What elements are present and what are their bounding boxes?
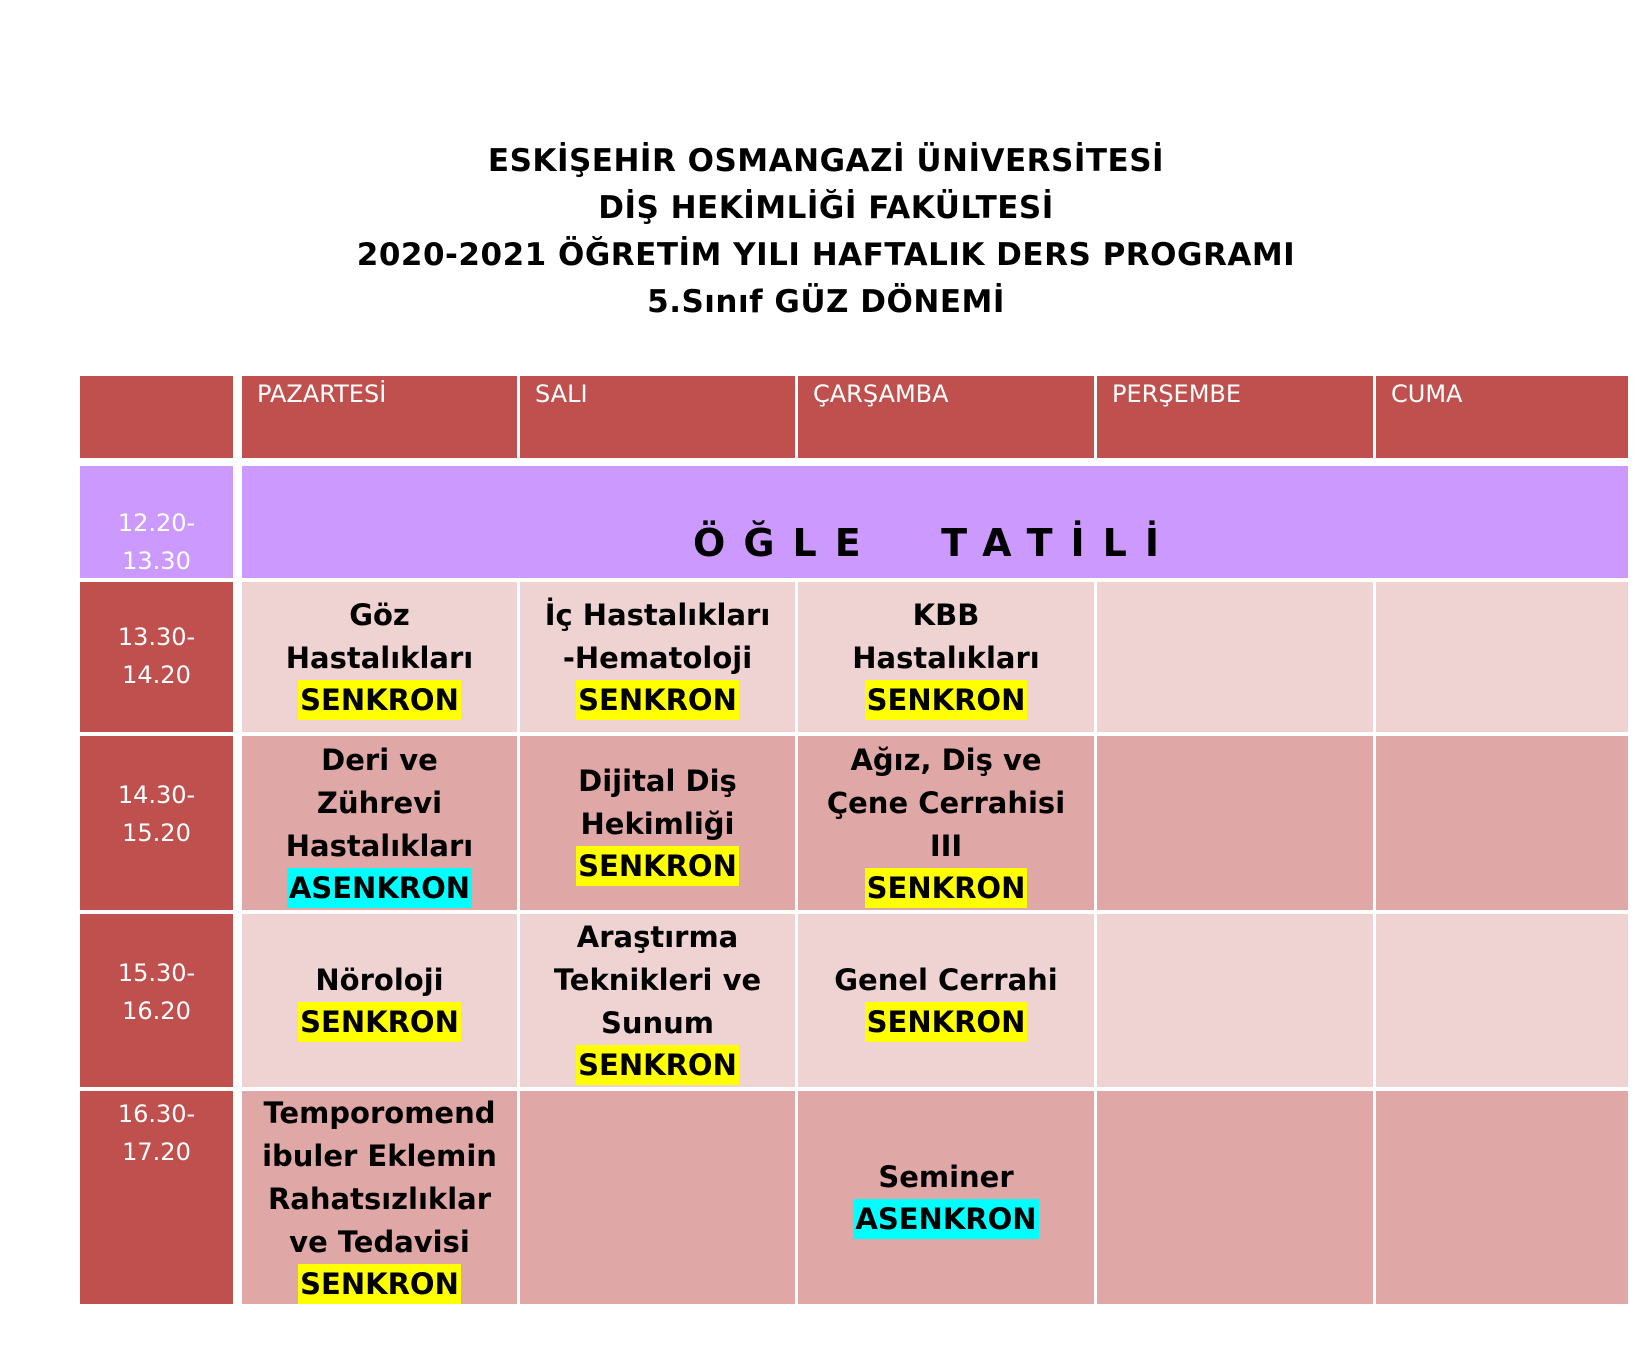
empty-cell [520,1091,795,1304]
time-line: 12.20- [117,509,196,537]
time-slot-label [80,954,233,1030]
course-name-line: Hekimliği [580,807,735,841]
synchronous-badge: SENKRON [298,1264,461,1304]
time-line: 16.30- [117,1100,196,1128]
course-name-line: İç Hastalıkları [544,598,771,632]
time-slot [80,582,233,732]
course-cell [520,736,795,910]
course-cell [798,582,1094,732]
time-slot [80,1091,233,1304]
synchronous-badge: SENKRON [576,680,739,720]
header-corner [80,376,233,458]
document-title [0,138,1652,326]
course-cell [798,914,1094,1087]
course-name-line: Sunum [600,1006,715,1040]
course-name-line: Nöroloji [315,963,444,997]
empty-cell [1097,914,1373,1087]
day-header [798,376,1094,458]
synchronous-badge: SENKRON [865,680,1028,720]
time-line: 16.20 [122,997,191,1025]
time-line: 14.30- [117,781,196,809]
course-name-line: Genel Cerrahi [834,963,1058,997]
empty-cell [1376,914,1628,1087]
asynchronous-badge: ASENKRON [853,1199,1038,1239]
course-cell [520,914,795,1087]
course-name-line: Hastalıkları [285,641,474,675]
course-cell [242,736,517,910]
synchronous-badge: SENKRON [298,1002,461,1042]
course-name-line: Hastalıkları [285,828,474,863]
synchronous-badge: SENKRON [576,1045,739,1085]
title-faculty: DİŞ HEKİMLİĞİ FAKÜLTESİ [598,190,1054,226]
course-name-line: Seminer [878,1160,1014,1194]
time-line: 17.20 [122,1138,191,1166]
day-header-label: SALI [535,380,588,408]
time-line: 13.30 [122,547,191,575]
empty-cell [1376,736,1628,910]
course-cell [520,582,795,732]
course-cell [798,1091,1094,1304]
time-line: 13.30- [117,623,196,651]
synchronous-badge: SENKRON [865,1002,1028,1042]
course-name-line: Çene Cerrahisi [826,785,1066,820]
day-header-label: PERŞEMBE [1112,380,1242,408]
time-slot [80,914,233,1087]
course-name-line: Rahatsızlıklar [267,1181,492,1216]
title-program: 2020-2021 ÖĞRETİM YILI HAFTALIK DERS PROGRAMI [356,237,1296,273]
time-slot-label [80,504,233,580]
lunch-break-label: ÖĞLE TATİLİ [693,520,1177,565]
course-name-line: ve Tedavisi [289,1224,470,1259]
synchronous-badge: SENKRON [865,868,1028,908]
course-cell [242,582,517,732]
time-line: 15.30- [117,959,196,987]
day-header [520,376,795,458]
course-name-line: III [929,828,963,863]
empty-cell [1097,1091,1373,1304]
course-name-line: Araştırma [576,920,739,954]
time-slot-label [80,776,233,852]
empty-cell [1376,1091,1628,1304]
empty-cell [1097,582,1373,732]
day-header-label: PAZARTESİ [257,380,387,408]
title-university: ESKİŞEHİR OSMANGAZİ ÜNİVERSİTESİ [487,143,1165,179]
time-slot-label [80,618,233,694]
course-name-line: Ağız, Diş ve [850,742,1042,777]
empty-cell [1376,582,1628,732]
course-cell [242,1091,517,1304]
course-name-line: -Hematoloji [562,641,753,675]
empty-cell [1097,736,1373,910]
day-header-label: CUMA [1391,380,1463,408]
title-term: 5.Sınıf GÜZ DÖNEMİ [647,284,1005,320]
time-line: 15.20 [122,819,191,847]
time-line: 14.20 [122,661,191,689]
course-name-line: Hastalıkları [852,641,1040,675]
asynchronous-badge: ASENKRON [287,868,472,908]
lunch-break-band [242,466,1628,578]
synchronous-badge: SENKRON [576,846,739,886]
course-cell [798,736,1094,910]
course-cell [242,914,517,1087]
synchronous-badge: SENKRON [298,680,461,720]
time-slot-label [80,1095,233,1171]
day-header-label: ÇARŞAMBA [813,380,949,408]
time-slot [80,736,233,910]
course-name-line: Temporomend [263,1095,496,1130]
course-name-line: Deri ve [321,742,438,777]
course-name-line: Dijital Diş [578,764,737,798]
course-name-line: ibuler Eklemin [262,1138,497,1173]
day-header [1376,376,1628,458]
schedule-table [80,376,1628,1304]
course-name-line: Zührevi [316,785,443,820]
course-name-line: Teknikleri ve [553,963,762,997]
time-slot-lunch [80,466,233,578]
course-name-line: Göz [349,598,410,632]
day-header [242,376,517,458]
day-header [1097,376,1373,458]
course-name-line: KBB [912,598,980,632]
